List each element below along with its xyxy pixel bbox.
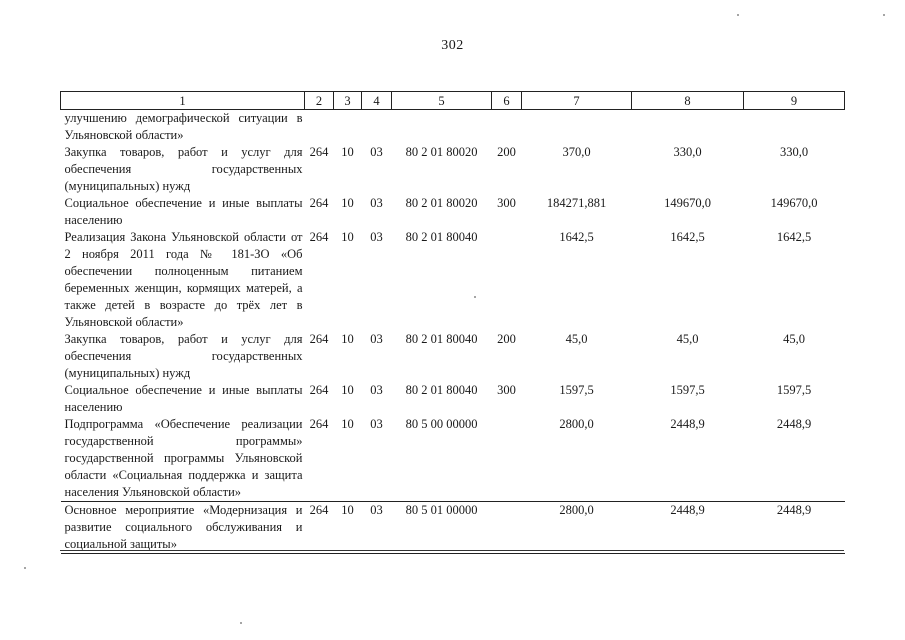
row-cell-col-2: 264 xyxy=(309,230,329,244)
table-row xyxy=(61,382,845,416)
row-cell-col-7: 2800,0 xyxy=(559,417,594,431)
table-row xyxy=(61,416,845,502)
scan-speck xyxy=(24,567,26,569)
row-cell-col-3: 10 xyxy=(341,417,354,431)
row-cell-col-5: 80 5 00 00000 xyxy=(405,417,478,431)
row-cell-col-7: 184271,881 xyxy=(546,196,607,210)
row-cell-col-6 xyxy=(492,110,522,145)
row-cell-col-2: 264 xyxy=(309,196,329,210)
row-cell-col-2: 264 xyxy=(309,383,329,397)
header-col-4: 4 xyxy=(362,92,392,110)
row-name-cell: Реализация Закона Ульяновской области от 2 ноября 2011 года № 181-ЗО «Об обеспечении полноценным питанием беременных женщин, кормящих матерей, а также детей в возрасте до трёх лет в Ульяновской области» xyxy=(64,230,303,329)
row-name-cell: Закупка товаров, работ и услуг для обеспечения государственных (муниципальных) нужд xyxy=(64,145,303,193)
row-cell-col-5 xyxy=(392,110,492,145)
row-cell-col-3: 10 xyxy=(341,332,354,346)
row-cell-col-7: 45,0 xyxy=(565,332,588,346)
row-cell-col-5: 80 2 01 80020 xyxy=(405,145,478,159)
row-cell-col-9: 149670,0 xyxy=(770,196,818,210)
row-cell-col-9: 2448,9 xyxy=(744,502,845,554)
scan-speck xyxy=(474,296,476,298)
row-name-cell: улучшению демографической ситуации в Ульяновской области» xyxy=(64,111,303,142)
header-col-1: 1 xyxy=(61,92,305,110)
header-col-5: 5 xyxy=(392,92,492,110)
header-row xyxy=(61,92,845,110)
header-col-6: 6 xyxy=(492,92,522,110)
row-cell-col-2: 264 xyxy=(309,417,329,431)
row-cell-col-9: 330,0 xyxy=(779,145,809,159)
budget-table xyxy=(60,91,845,554)
row-cell-col-8: 149670,0 xyxy=(664,196,711,210)
scan-speck xyxy=(240,622,242,624)
row-name-cell: Закупка товаров, работ и услуг для обеспечения государственных (муниципальных) нужд xyxy=(64,332,303,380)
row-cell-col-3: 10 xyxy=(341,230,354,244)
table-header xyxy=(61,92,845,110)
table-row xyxy=(61,331,845,382)
table-row xyxy=(61,502,845,554)
header-col-9: 9 xyxy=(744,92,845,110)
row-cell-col-8: 2448,9 xyxy=(632,502,744,554)
row-cell-col-7 xyxy=(522,110,632,145)
row-cell-col-3 xyxy=(334,110,362,145)
header-col-3: 3 xyxy=(334,92,362,110)
row-cell-col-4 xyxy=(362,110,392,145)
row-cell-col-3: 10 xyxy=(341,145,354,159)
row-cell-col-4: 03 xyxy=(370,196,383,210)
table-row xyxy=(61,110,845,145)
row-cell-col-7: 370,0 xyxy=(562,145,591,159)
row-cell-col-9: 2448,9 xyxy=(776,417,812,431)
row-cell-col-7: 2800,0 xyxy=(522,502,632,554)
row-cell-col-7: 1597,5 xyxy=(559,383,594,397)
header-col-7: 7 xyxy=(522,92,632,110)
row-cell-col-7: 1642,5 xyxy=(559,230,594,244)
row-name-cell: Социальное обеспечение и иные выплаты населению xyxy=(64,383,303,414)
row-cell-col-2 xyxy=(305,110,334,145)
row-name-cell: Подпрограмма «Обеспечение реализации государственной программы» государственной программы Ульяновской области «Социальная поддержка и защита населения Ульяновской области» xyxy=(64,417,303,499)
row-cell-col-6 xyxy=(492,502,522,554)
row-cell-col-5: 80 2 01 80040 xyxy=(405,230,478,244)
row-cell-col-4: 03 xyxy=(370,230,383,244)
row-cell-col-4: 03 xyxy=(370,332,383,346)
row-cell-col-9: 1642,5 xyxy=(776,230,812,244)
row-cell-col-5: 80 2 01 80040 xyxy=(405,332,478,346)
row-cell-col-5: 80 2 01 80040 xyxy=(405,383,478,397)
scan-speck xyxy=(883,14,885,16)
row-cell-col-8: 45,0 xyxy=(676,332,699,346)
row-cell-col-5: 80 2 01 80020 xyxy=(405,196,478,210)
row-cell-col-4: 03 xyxy=(370,145,383,159)
row-cell-col-6: 300 xyxy=(497,383,516,397)
row-cell-col-4: 03 xyxy=(370,417,383,431)
row-name-cell: Основное мероприятие «Модернизация и развитие социального обслуживания и социальной защиты» xyxy=(61,502,305,554)
scan-speck xyxy=(737,14,739,16)
row-cell-col-9: 1597,5 xyxy=(776,383,812,397)
row-cell-col-3: 10 xyxy=(334,502,362,554)
row-name-cell: Социальное обеспечение и иные выплаты населению xyxy=(64,196,303,227)
row-cell-col-4: 03 xyxy=(362,502,392,554)
row-cell-col-6: 300 xyxy=(497,196,516,210)
page-number: 302 xyxy=(441,38,464,53)
row-cell-col-8: 2448,9 xyxy=(670,417,705,431)
header-col-8: 8 xyxy=(632,92,744,110)
table-row xyxy=(61,144,845,195)
table-row xyxy=(61,229,845,331)
row-cell-col-8: 1597,5 xyxy=(670,383,705,397)
row-cell-col-6: 200 xyxy=(497,145,516,159)
row-cell-col-8 xyxy=(632,110,744,145)
row-cell-col-9 xyxy=(744,110,845,145)
table-body xyxy=(61,110,845,554)
row-cell-col-6 xyxy=(492,229,522,331)
row-cell-col-6: 200 xyxy=(497,332,516,346)
header-col-2: 2 xyxy=(305,92,334,110)
scan-overline xyxy=(60,550,844,551)
row-cell-col-3: 10 xyxy=(341,383,354,397)
row-cell-col-4: 03 xyxy=(370,383,383,397)
row-cell-col-2: 264 xyxy=(309,145,329,159)
row-cell-col-3: 10 xyxy=(341,196,354,210)
row-cell-col-9: 45,0 xyxy=(783,332,805,346)
row-cell-col-8: 1642,5 xyxy=(670,230,705,244)
row-cell-col-5: 80 5 01 00000 xyxy=(392,502,492,554)
row-cell-col-2: 264 xyxy=(305,502,334,554)
table-row xyxy=(61,195,845,229)
row-cell-col-6 xyxy=(492,416,522,502)
row-cell-col-8: 330,0 xyxy=(673,145,702,159)
row-cell-col-2: 264 xyxy=(309,332,329,346)
